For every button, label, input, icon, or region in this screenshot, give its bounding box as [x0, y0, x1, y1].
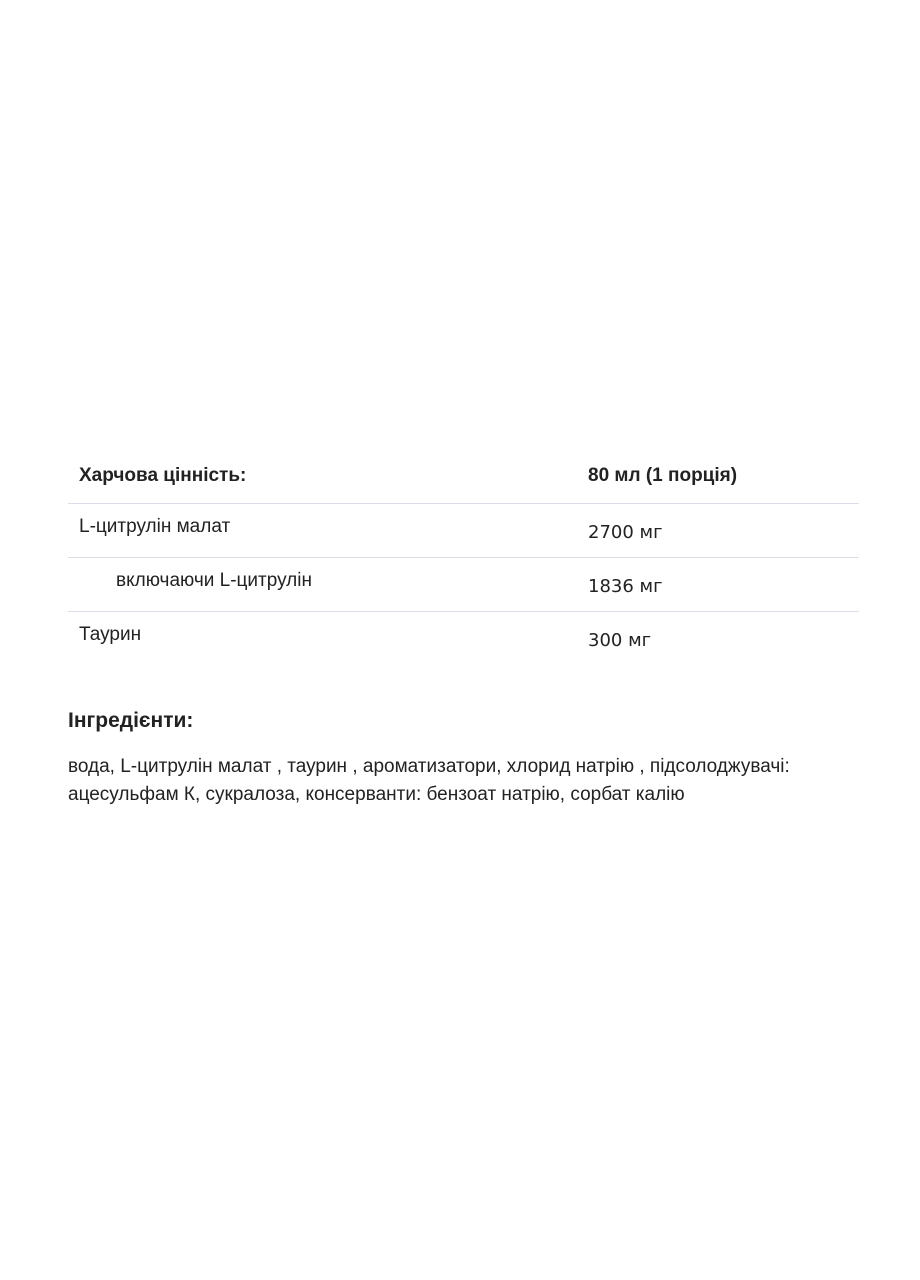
nutrient-name: Таурин: [79, 624, 142, 646]
nutrition-header-amount: 80 мл (1 порція): [588, 449, 859, 503]
nutrient-name: включаючи L-цитрулін: [68, 557, 588, 611]
nutrition-header-name: Харчова цінність:: [68, 449, 588, 503]
ingredients-title: Інгредієнти:: [68, 709, 194, 732]
nutrient-amount: 300 мг: [588, 630, 652, 652]
ingredients-line: вода, L-цитрулін малат , таурин , ароматизатори, хлорид натрію , підсолоджувачі:: [68, 756, 790, 777]
ingredients-text: [68, 753, 848, 809]
nutrition-table: [68, 449, 859, 665]
nutrient-amount: 2700 мг: [588, 503, 859, 557]
ingredients-line: ацесульфам К, сукралоза, консерванти: бензоат натрію, сорбат калію: [68, 784, 685, 805]
nutrient-name: L-цитрулін малат: [68, 503, 588, 557]
table-row: [68, 557, 859, 611]
nutrition-header-row: [68, 449, 859, 503]
nutrient-amount: 1836 мг: [588, 557, 859, 611]
table-row: [68, 611, 859, 665]
table-row: [68, 503, 859, 557]
